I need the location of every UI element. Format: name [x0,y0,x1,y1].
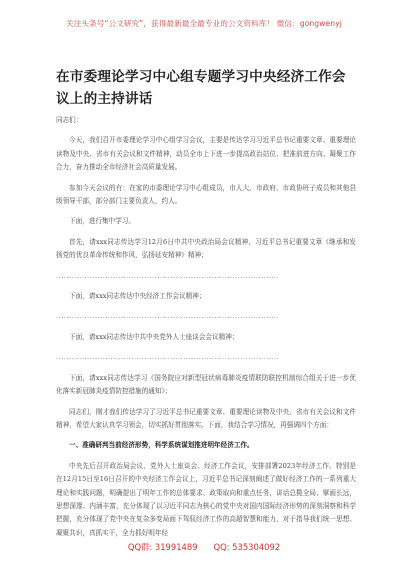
omission-dots: ...................................................................................... [56,353,280,362]
document-title: 在市委理论学习中心组专题学习中央经济工作会议上的主持讲话 [56,69,346,107]
paragraph: 中央先后召开政治局会议、党外人士座谈会、经济工作会议，安排部署2023年经济工作。特别是在12月15日至16日召开的中央经济工作会议上，习近平总书记深刻阐述了做好经济工作的一系列重大理论和实践问题，明确提出了明年工作的总体要求、政策取向和重点任务，讲话总揽全局、擘画长远，思想深邃、内涵丰富，充分体现了以习近平同志为核心的党中央对国内国际经济形势的深刻洞察和科学把握，充分体现了党中央在复杂多变局面下驾驭经济工作的高超智慧和能力，对于指导我们统一思想、凝聚共识，真抓实干，全力抓好明年经 [56,461,356,537]
salutation: 同志们： [56,116,83,124]
paragraph: 今天，我们召开市委理论学习中心组学习会议，主要是传达学习习近平总书记重要文章、重要理论读物及中央、省市有关会议和文件精神，动员全市上下进一步提高政治站位、把准前进方向、凝聚工作合力，奋力推动全市经济社会高质量发展。 [56,136,356,172]
document-body [56,114,356,547]
paragraph: 同志们，刚才我们传达学习了习近平总书记重要文章、重要理论读物及中央、省市有关会议和文件精神，希望大家认真学习领会，切实抓好贯彻落实。下面，我结合学习情况，再强调四个方面： [56,407,356,429]
section-heading: 一、准确研判当前经济形势，科学系统谋划推进明年经济工作。 [69,441,254,450]
paragraph: 下面，请xxx同志传达学习《国务院应对新型冠状病毒肺炎疫情联防联控机制综合组关于进一步优化落实新冠肺炎疫情防控措施的通知》； [56,373,356,396]
paragraph: 首先，请xxx同志传达学习12月6日中共中央政治局会议精神，习近平总书记重要文章《继承和发扬党的优良革命传统和作风，弘扬延安精神》精神； [56,237,356,260]
omission-dots: ...................................................................................... [56,271,280,280]
footer-contact: QQ群: 31991489 QQ: 535304092 [127,542,281,552]
paragraph: 参加今天会议的有：在家的市委理论学习中心组成员，市人大、市政府、市政协班子成员和其他县级领导干部，部分部门主要负责人，约人。 [56,183,356,206]
paragraph: 下面，请xxx同志传达中共中央党外人士座谈会会议精神； [69,332,239,341]
paragraph: 下面，请xxx同志传达中央经济工作会议精神； [69,292,206,301]
paragraph: 下面，进行集中学习。 [69,217,135,226]
header-banner: 关注头条号“公文研究”，获得最新最全最专业的公文资料库！ 微信：gongwenyj [66,19,342,28]
omission-dots: ...................................................................................... [56,312,280,321]
